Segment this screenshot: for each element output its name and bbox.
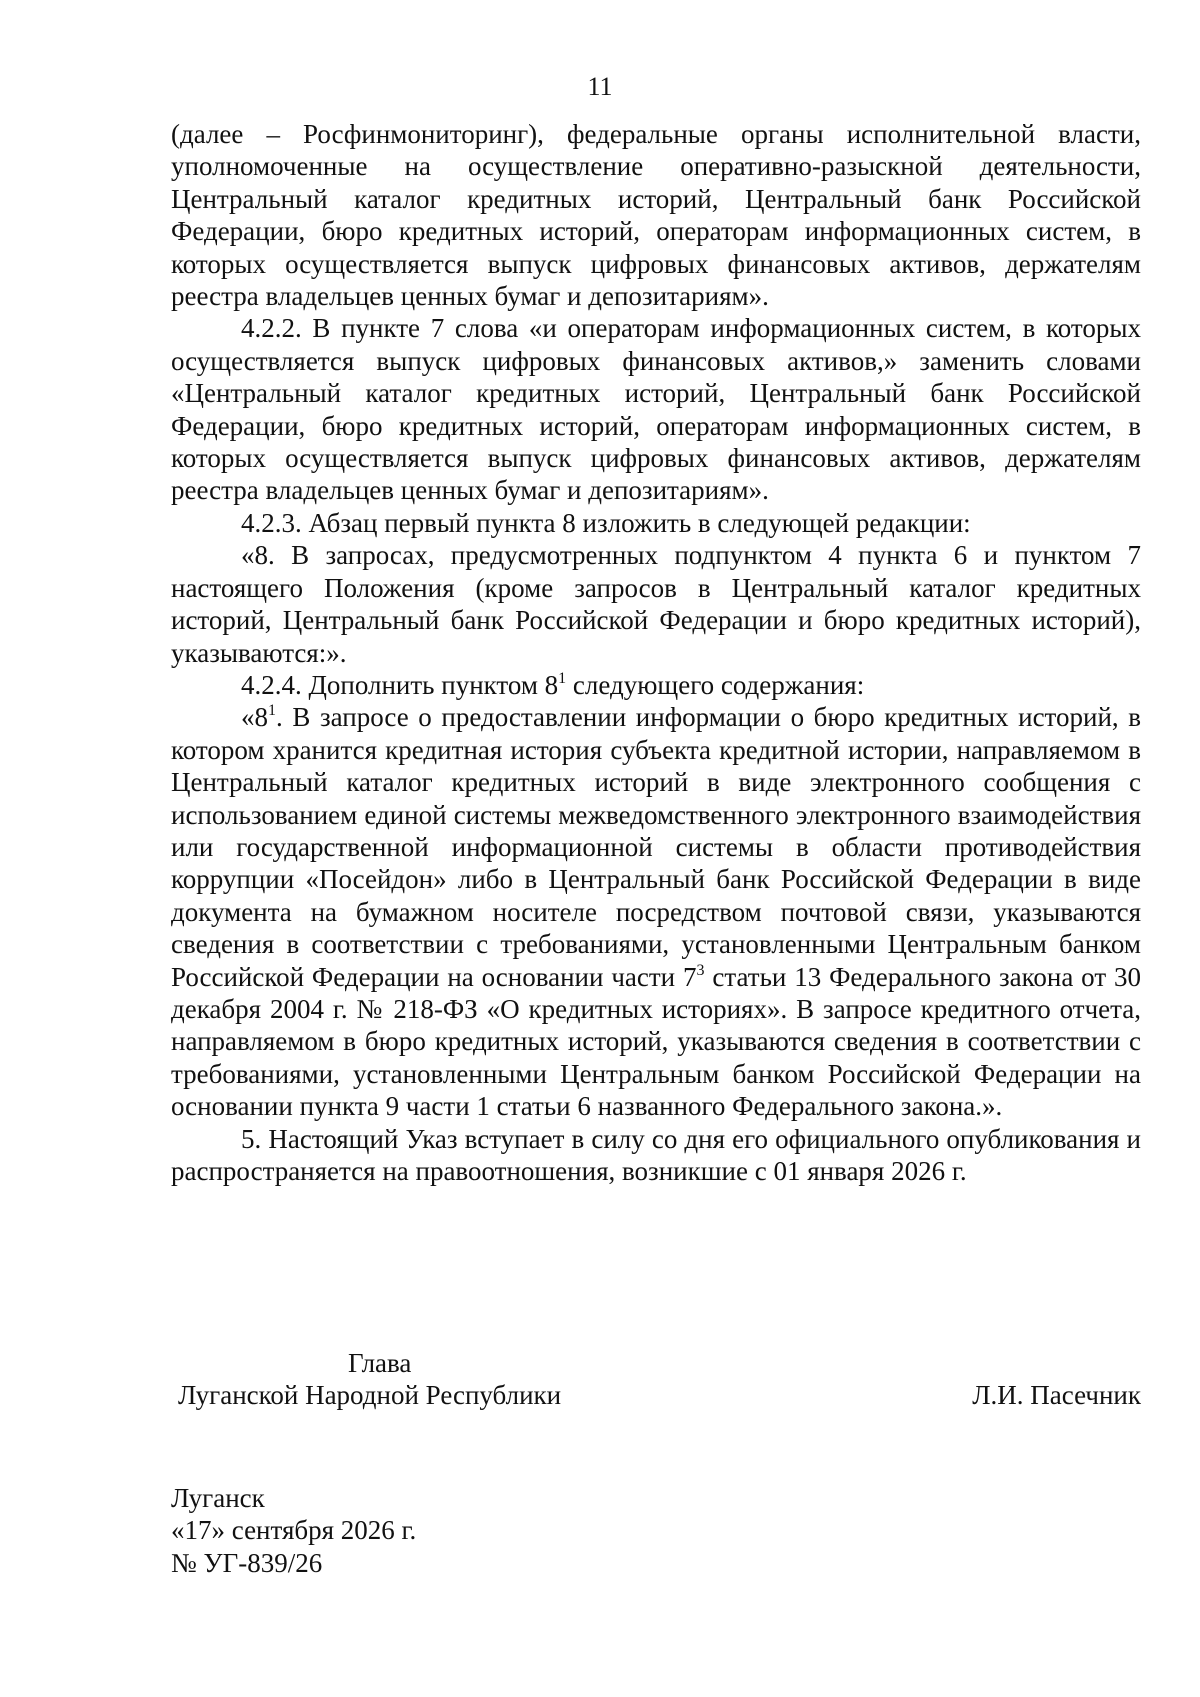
signatory-title-line2: Луганской Народной Республики	[178, 1380, 562, 1411]
paragraph-4-2-2: 4.2.2. В пункте 7 слова «и операторам информационных систем, в которых осуществляется выпуск цифровых финансовых активов,» заменить словами «Центральный каталог кредитных историй, Центральный банк Российской Федерации, бюро кредитных историй, операторам информационных систем, в которых осуществляется выпуск цифровых финансовых активов, держателям реестра владельцев ценных бумаг и депозитариям».	[171, 313, 1141, 506]
document-footer	[171, 1482, 416, 1579]
paragraph-4-2-3: 4.2.3. Абзац первый пункта 8 изложить в следующей редакции:	[241, 507, 971, 538]
footer-city: Луганск	[171, 1483, 265, 1513]
paragraph-4-2-4-text: 4.2.4. Дополнить пунктом 8	[241, 669, 559, 700]
paragraph-point-8-1	[171, 701, 1141, 1122]
paragraph-5: 5. Настоящий Указ вступает в силу со дня его официального опубликования и распространяется на правоотношения, возникшие с 01 января 2026 г.	[171, 1123, 1141, 1186]
paragraph-continuation: (далее – Росфинмониторинг), федеральные органы исполнительной власти, уполномоченные на осуществление оперативно-разыскной деятельности, Центральный каталог кредитных историй, Центральный банк Российской Федерации, бюро кредитных историй, операторам информационных систем, в которых осуществляется выпуск цифровых финансовых активов, держателям реестра владельцев ценных бумаг и депозитариям».	[171, 119, 1141, 312]
paragraph-4-2-4	[171, 669, 1141, 701]
footer-number: № УГ-839/26	[171, 1547, 323, 1578]
paragraph-point-8-1-end: статьи 13 Федерального закона от 30 декабря 2004 г. № 218-ФЗ «О кредитных историях». В запросе кредитного отчета, направляемом в бюро кредитных историй, указываются сведения в соответствии с требованиями, установленными Центральным банком Российской Федерации на основании пункта 9 части 1 статьи 6 названного Федерального закона.».	[171, 961, 1141, 1122]
footer-date: «17» сентября 2026 г.	[171, 1515, 417, 1546]
paragraph-4-2-4-text-end: следующего содержания:	[566, 669, 865, 700]
signatory-name: Л.И. Пасечник	[972, 1380, 1141, 1411]
page-number: 11	[587, 72, 613, 101]
superscript-1: 1	[558, 669, 567, 687]
paragraph-point-8-1-start: «8	[241, 702, 268, 733]
paragraph-point-8: «8. В запросах, предусмотренных подпунктом 4 пункта 6 и пунктом 7 настоящего Положения (кроме запросов в Центральный каталог кредитных историй, Центральный банк Российской Федерации и бюро кредитных историй), указываются:».	[171, 540, 1141, 668]
signatory-position	[178, 1347, 618, 1412]
superscript-1: 1	[268, 702, 276, 720]
signatory-title-line1: Глава	[348, 1348, 412, 1378]
paragraph-point-8-1-body: . В запросе о предоставлении информации о бюро кредитных историй, в котором хранится кредитная история субъекта кредитной истории, направляемом в Центральный каталог кредитных историй в виде электронного сообщения с использованием единой системы межведомственного электронного взаимодействия или государственной информационной системы в области противодействия коррупции «Посейдон» либо в Центральный банк Российской Федерации в виде документа на бумажном носителе посредством почтовой связи, указываются сведения в соответствии с требованиями, установленными Центральным банком Российской Федерации на основании части 7	[171, 702, 1141, 992]
superscript-3: 3	[696, 961, 705, 979]
document-body	[171, 118, 1141, 1187]
